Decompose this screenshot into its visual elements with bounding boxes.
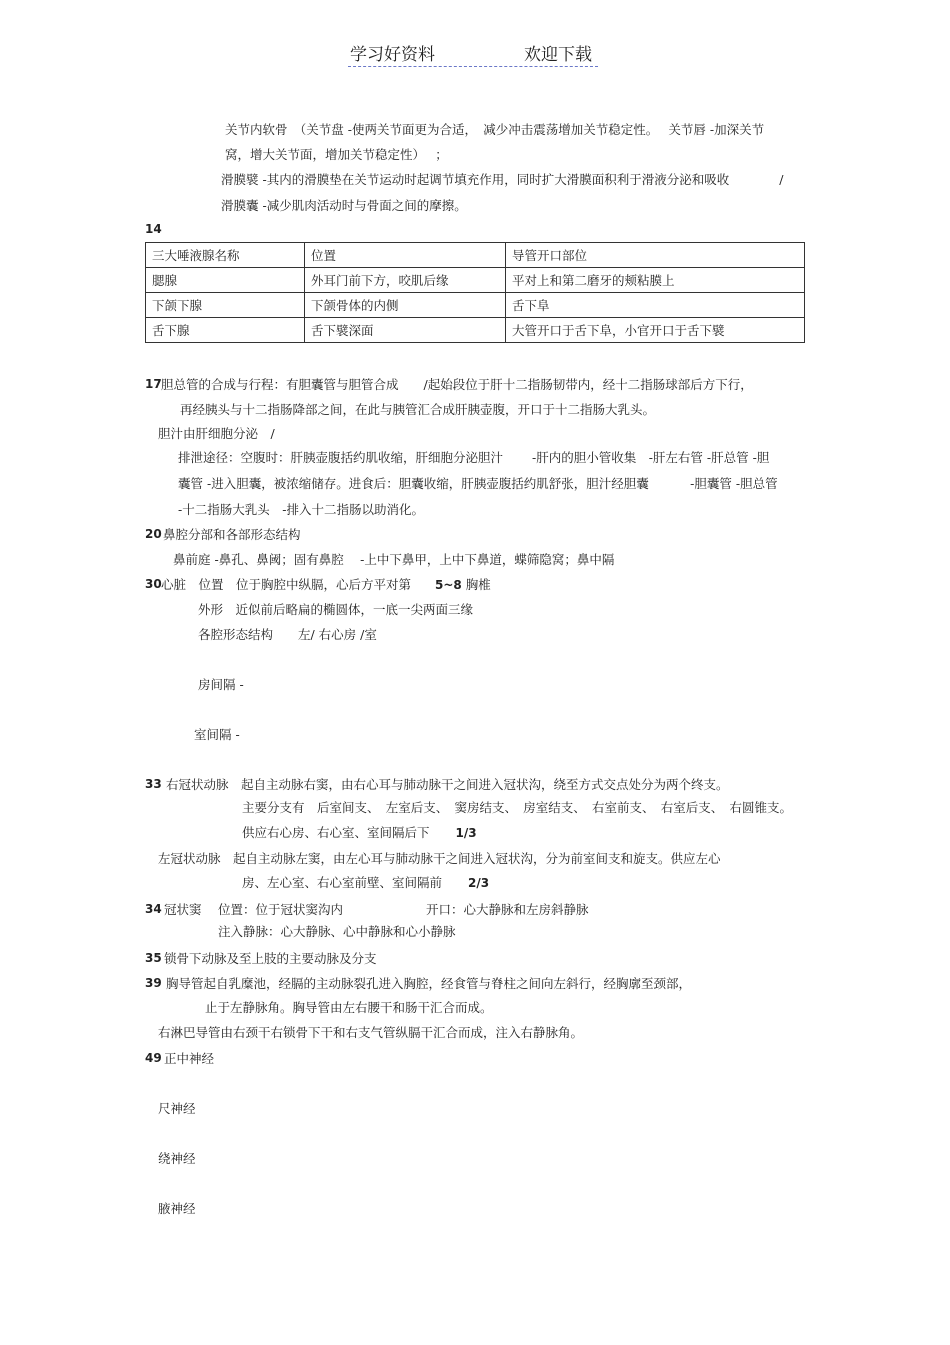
section-number-49: 49 (145, 1051, 162, 1065)
heart-line-5: 室间隔 - (194, 727, 240, 742)
cartilage-line-4: 滑膜囊 -减少肌肉活动时与骨面之间的摩擦。 (221, 198, 467, 213)
heart-line-4: 房间隔 - (198, 677, 244, 692)
heart-line-2: 外形 近似前后略扁的椭圆体，一底一尖两面三缘 (198, 602, 474, 617)
bile-line-1: 胆总管的合成与行程：有胆囊管与胆管合成 /起始段位于肝十二指肠韧带内，经十二指肠球部后方下行， (161, 377, 753, 392)
sinus-line-1a: 冠状窦 位置：位于冠状窦沟内 (164, 902, 343, 917)
heart-position-text: 心脏 位置 位于胸腔中纵膈，心后方平对第 (161, 577, 412, 592)
heart-line-1 (161, 575, 491, 593)
fraction-one-third: 1/3 (455, 826, 477, 840)
bile-line-5: 囊管 -进入胆囊，被浓缩储存。进食后：胆囊收缩，肝胰壶腹括约肌舒张，胆汁经胆囊 -胆囊管 -胆总管 (178, 476, 778, 491)
table-cell: 大管开口于舌下阜，小官开口于舌下襞 (506, 318, 805, 343)
table-header-cell: 三大唾液腺名称 (146, 243, 305, 268)
table-cell: 舌下阜 (506, 293, 805, 318)
bile-line-4: 排泄途径：空腹时：肝胰壶腹括约肌收缩，肝细胞分泌胆汁 -肝内的胆小管收集 -肝左右管 -肝总管 -胆 (178, 450, 770, 465)
table-cell: 下颌骨体的内侧 (305, 293, 506, 318)
bile-line-2: 再经胰头与十二指肠降部之间，在此与胰管汇合成肝胰壶腹，开口于十二指肠大乳头。 (180, 402, 656, 417)
section-number-14: 14 (145, 222, 162, 236)
heart-line-3: 各腔形态结构 左/ 右心房 /室 (198, 627, 377, 642)
header-right-text: 欢迎下载 (524, 45, 592, 65)
section-number-35: 35 (145, 951, 162, 965)
ulnar-nerve: 尺神经 (158, 1101, 196, 1116)
subclavian-line-1: 锁骨下动脉及至上肢的主要动脉及分支 (164, 951, 377, 966)
cartilage-line-1: 关节内软骨 （关节盘 -使两关节面更为合适， 减少冲击震荡增加关节稳定性。 关节唇 -加深关节 (225, 122, 765, 137)
table-header-cell: 导管开口部位 (506, 243, 805, 268)
fraction-two-thirds: 2/3 (468, 876, 490, 890)
salivary-gland-table (145, 242, 805, 343)
cartilage-line-3: 滑膜襞 -其内的滑膜垫在关节运动时起调节填充作用，同时扩大滑膜面积利于滑液分泌和吸收 / (221, 172, 784, 187)
coronary-line-5 (242, 873, 489, 891)
table-row (146, 293, 805, 318)
table-cell: 腮腺 (146, 268, 305, 293)
header-left-text: 学习好资料 (350, 45, 435, 65)
coronary-line-4: 左冠状动脉 起自主动脉左窦，由左心耳与肺动脉干之间进入冠状沟，分为前室间支和旋支。供应左心 (158, 851, 721, 866)
heart-position-suffix: 胸椎 (465, 577, 491, 592)
duct-line-2: 止于左静脉角。胸导管由左右腰干和肠干汇合而成。 (205, 1000, 493, 1015)
table-cell: 下颌下腺 (146, 293, 305, 318)
section-number-20: 20 (145, 527, 162, 541)
nasal-line-2: 鼻前庭 -鼻孔、鼻阈；固有鼻腔 -上中下鼻甲，上中下鼻道，蝶筛隐窝；鼻中隔 (173, 552, 615, 567)
section-number-34: 34 (145, 902, 162, 916)
sinus-line-1b: 开口：心大静脉和左房斜静脉 (426, 902, 589, 917)
median-nerve: 正中神经 (164, 1051, 215, 1066)
right-coronary-supply: 供应右心房、右心室、室间隔后下 (242, 825, 430, 840)
radial-nerve: 绕神经 (158, 1151, 196, 1166)
table-header-cell: 位置 (305, 243, 506, 268)
coronary-line-2: 主要分支有 后室间支、 左室后支、 窦房结支、 房室结支、 右室前支、 右室后支、 右圆锥支。 (242, 800, 793, 815)
bile-line-6: -十二指肠大乳头 -排入十二指肠以助消化。 (178, 502, 424, 517)
table-cell: 舌下腺 (146, 318, 305, 343)
duct-line-3: 右淋巴导管由右颈干右锁骨下干和右支气管纵膈干汇合而成，注入右静脉角。 (158, 1025, 584, 1040)
sinus-line-2: 注入静脉：心大静脉、心中静脉和心小静脉 (218, 924, 456, 939)
nasal-line-1: 鼻腔分部和各部形态结构 (163, 527, 301, 542)
coronary-line-1: 右冠状动脉 起自主动脉右窦，由右心耳与肺动脉干之间进入冠状沟，绕至方式交点处分为两个终支。 (166, 777, 729, 792)
coronary-line-3 (242, 823, 477, 841)
table-cell: 舌下襞深面 (305, 318, 506, 343)
page-header (348, 40, 598, 67)
section-number-30: 30 (145, 577, 162, 591)
table-header-row (146, 243, 805, 268)
section-number-17: 17 (145, 377, 162, 391)
left-coronary-supply: 房、左心室、右心室前壁、室间隔前 (242, 875, 443, 890)
section-number-39: 39 (145, 976, 162, 990)
section-number-33: 33 (145, 777, 162, 791)
cartilage-line-2: 窝，增大关节面，增加关节稳定性） ； (225, 147, 448, 162)
bile-line-3: 胆汁由肝细胞分泌 / (158, 426, 275, 441)
duct-line-1: 胸导管起自乳糜池，经膈的主动脉裂孔进入胸腔，经食管与脊柱之间向左斜行，经胸廓至颈部， (166, 976, 692, 991)
vertebra-range: 5~8 (435, 578, 462, 592)
table-cell: 平对上和第二磨牙的颊粘膜上 (506, 268, 805, 293)
axillary-nerve: 腋神经 (158, 1201, 196, 1216)
table-row (146, 268, 805, 293)
table-cell: 外耳门前下方，咬肌后缘 (305, 268, 506, 293)
table-row (146, 318, 805, 343)
